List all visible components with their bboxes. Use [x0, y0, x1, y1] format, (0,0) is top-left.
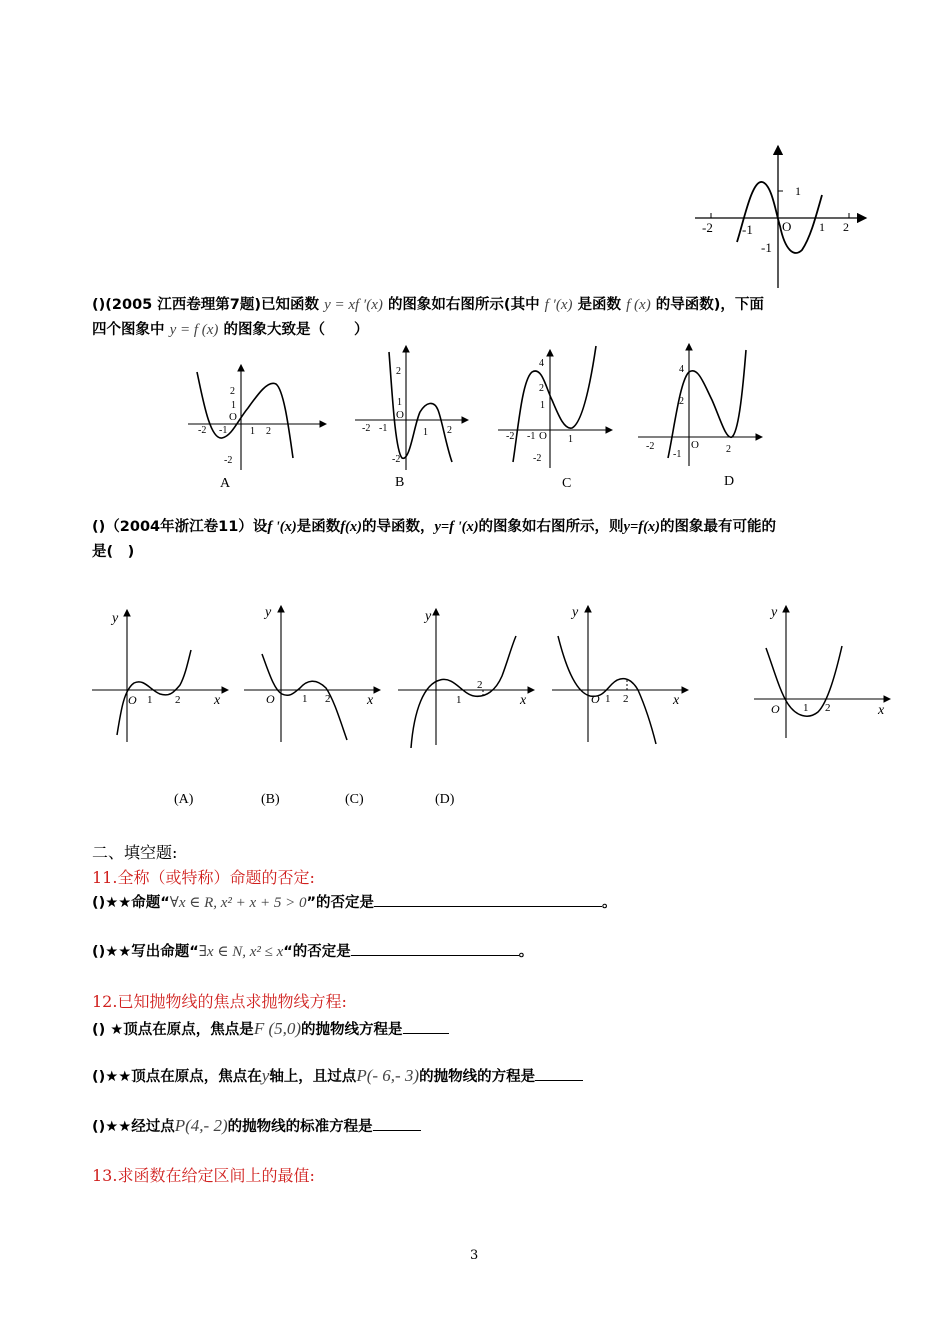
option-label-b: B: [395, 475, 405, 490]
ref-origin: O: [782, 219, 792, 234]
axis-label: y: [572, 605, 579, 620]
reference-graph-2: [750, 600, 895, 745]
math-expression: y = f (x): [169, 322, 219, 338]
text: 设: [252, 519, 268, 535]
axis-label: y: [771, 605, 778, 620]
answer-blank[interactable]: [373, 1116, 421, 1131]
problem-12-2: [92, 1065, 583, 1088]
math-expression: ∀x ∈ R, x² + x + 5 > 0: [169, 895, 307, 911]
tick-label: 4: [539, 358, 544, 369]
tick-label: 2: [623, 693, 629, 705]
problem-11-1: [92, 892, 616, 914]
tick-label: 2: [325, 693, 331, 705]
option-graph-a: [180, 360, 335, 465]
question-source: (2005 江西卷理第7题): [105, 297, 262, 313]
ref-tick-y: -1: [761, 240, 772, 255]
math-expression: P(4,- 2): [174, 1116, 228, 1135]
math-expression: y: [261, 1066, 270, 1085]
tick-label: 1: [540, 400, 545, 411]
tick-label: 1: [803, 702, 809, 714]
tick-label: 4: [679, 364, 684, 375]
text: 。: [601, 895, 617, 911]
tick-label: -2: [198, 425, 207, 436]
origin-label: O: [591, 692, 600, 706]
text: ()★★顶点在原点，焦点在: [92, 1069, 262, 1085]
text: 的图象如右图所示(其中: [387, 297, 540, 313]
math-expression: y=f(x): [623, 519, 660, 535]
math-expression: f '(x): [267, 519, 297, 535]
option-label-2b: (B): [261, 792, 280, 807]
text: “的否定是: [283, 944, 351, 960]
math-expression: y = xf ′(x): [324, 297, 383, 313]
text: 是函数: [577, 297, 622, 313]
text: ()★★命题“: [92, 895, 170, 911]
ref-tick-x: 2: [843, 220, 849, 234]
tick-label: 1: [605, 693, 611, 705]
axis-label: x: [878, 703, 885, 718]
topic-11-title: 11.全称（或特称）命题的否定:: [92, 868, 315, 887]
tick-label: 1: [147, 694, 153, 706]
math-expression: f (x): [626, 297, 651, 313]
tick-label: 2: [447, 425, 452, 436]
question-source: （2004年浙江卷11）: [105, 519, 253, 535]
math-expression: y=f '(x): [434, 519, 479, 535]
tick-label: 2: [539, 383, 544, 394]
axis-label: x: [214, 693, 221, 708]
text: 轴上，且过点: [269, 1069, 357, 1085]
tick-label: 1: [397, 397, 402, 408]
text: ()★★写出命题“: [92, 944, 199, 960]
tick-label: 2: [726, 444, 731, 455]
topic-12-title: 12.已知抛物线的焦点求抛物线方程:: [92, 992, 347, 1011]
question-2-line-1: [92, 516, 776, 538]
text: 已知函数: [261, 297, 320, 313]
tick-label: 1: [568, 434, 573, 445]
axis-label: x: [520, 693, 527, 708]
tick-label: -2: [362, 423, 371, 434]
text: () ★顶点在原点，焦点是: [92, 1022, 254, 1038]
text: 四个图象中: [92, 322, 165, 338]
option-graph-d: [635, 340, 765, 470]
option-graph-2a: [85, 600, 235, 750]
origin-label: O: [128, 693, 137, 707]
origin-label: O: [539, 430, 547, 442]
tick-label: 2: [679, 396, 684, 407]
question-number: (): [92, 297, 106, 313]
tick-label: -2: [224, 455, 233, 466]
ref-tick-x: -2: [702, 220, 713, 235]
option-label-a: A: [220, 476, 231, 491]
math-expression: f(x): [340, 519, 362, 535]
tick-label: 1: [456, 694, 462, 706]
problem-11-2: [92, 941, 533, 963]
option-graph-2d: [548, 600, 693, 750]
axis-label: y: [112, 611, 119, 626]
topic-13-title: 13.求函数在给定区间上的最值:: [92, 1166, 315, 1185]
option-label-2a: (A): [174, 792, 194, 807]
page-number: 3: [470, 1248, 479, 1263]
option-graph-2b: [240, 600, 390, 750]
tick-label: -1: [673, 449, 682, 460]
answer-blank[interactable]: [351, 941, 519, 956]
text: 是函数: [296, 519, 341, 535]
origin-label: O: [396, 409, 404, 421]
text: 的图象如右图所示，则: [478, 519, 624, 535]
text: 的导函数)，下面: [655, 297, 764, 313]
tick-label: 1: [250, 426, 255, 437]
origin-label: O: [691, 439, 699, 451]
tick-label: -1: [527, 431, 536, 442]
option-label-d: D: [724, 474, 735, 489]
tick-label: -2: [533, 453, 542, 464]
tick-label: 2: [825, 702, 831, 714]
problem-12-1: [92, 1018, 449, 1041]
ref-tick-x: -1: [742, 222, 753, 237]
tick-label: 2: [396, 366, 401, 377]
axis-label: x: [367, 693, 374, 708]
option-label-2d: (D): [435, 792, 455, 807]
option-graph-c: [495, 340, 625, 470]
math-expression: F (5,0): [253, 1019, 302, 1038]
tick-label: 2: [175, 694, 181, 706]
answer-blank[interactable]: [535, 1066, 583, 1081]
axis-label: y: [265, 605, 272, 620]
text: 的图象大致是（ ）: [223, 322, 369, 338]
problem-12-3: [92, 1115, 421, 1138]
question-number: (): [92, 519, 106, 535]
origin-label: O: [266, 692, 275, 706]
option-graph-b: [350, 340, 500, 465]
tick-label: 1: [423, 427, 428, 438]
option-graph-2c: [395, 600, 545, 755]
answer-blank[interactable]: [374, 892, 602, 907]
tick-label: -2: [392, 454, 401, 465]
math-expression: P(- 6,- 3): [356, 1066, 420, 1085]
axis-label: x: [673, 693, 680, 708]
ref-tick-y: 1: [795, 184, 801, 198]
text: ”的否定是: [306, 895, 374, 911]
tick-label: 1: [231, 400, 236, 411]
text: 的抛物线方程是: [301, 1022, 403, 1038]
option-label-c: C: [562, 476, 572, 491]
answer-blank[interactable]: [403, 1019, 449, 1034]
ref-tick-x: 1: [819, 220, 825, 234]
question-1-line-1: [92, 294, 764, 316]
section-title: 二、填空题:: [92, 843, 178, 862]
question-2-line-2: 是( ): [92, 544, 135, 560]
text: 的图象最有可能的: [659, 519, 776, 535]
question-1-line-2: [92, 319, 368, 341]
tick-label: -1: [379, 423, 388, 434]
tick-label: -2: [646, 441, 655, 452]
text: 的抛物线的方程是: [419, 1069, 536, 1085]
tick-label: -1: [219, 425, 228, 436]
tick-label: 1: [302, 693, 308, 705]
origin-label: O: [229, 411, 237, 423]
tick-label: 2: [477, 679, 483, 691]
axis-label: y: [425, 609, 432, 624]
reference-graph: [690, 140, 875, 290]
text: 的导函数，: [361, 519, 435, 535]
math-expression: ∃x ∈ N, x² ≤ x: [198, 944, 284, 960]
option-label-2c: (C): [345, 792, 364, 807]
tick-label: 2: [230, 386, 235, 397]
tick-label: 2: [266, 426, 271, 437]
text: ()★★经过点: [92, 1119, 175, 1135]
tick-label: -2: [506, 431, 515, 442]
text: 。: [518, 944, 534, 960]
text: 的抛物线的标准方程是: [227, 1119, 373, 1135]
origin-label: O: [771, 702, 780, 716]
math-expression: f ′(x): [544, 297, 573, 313]
